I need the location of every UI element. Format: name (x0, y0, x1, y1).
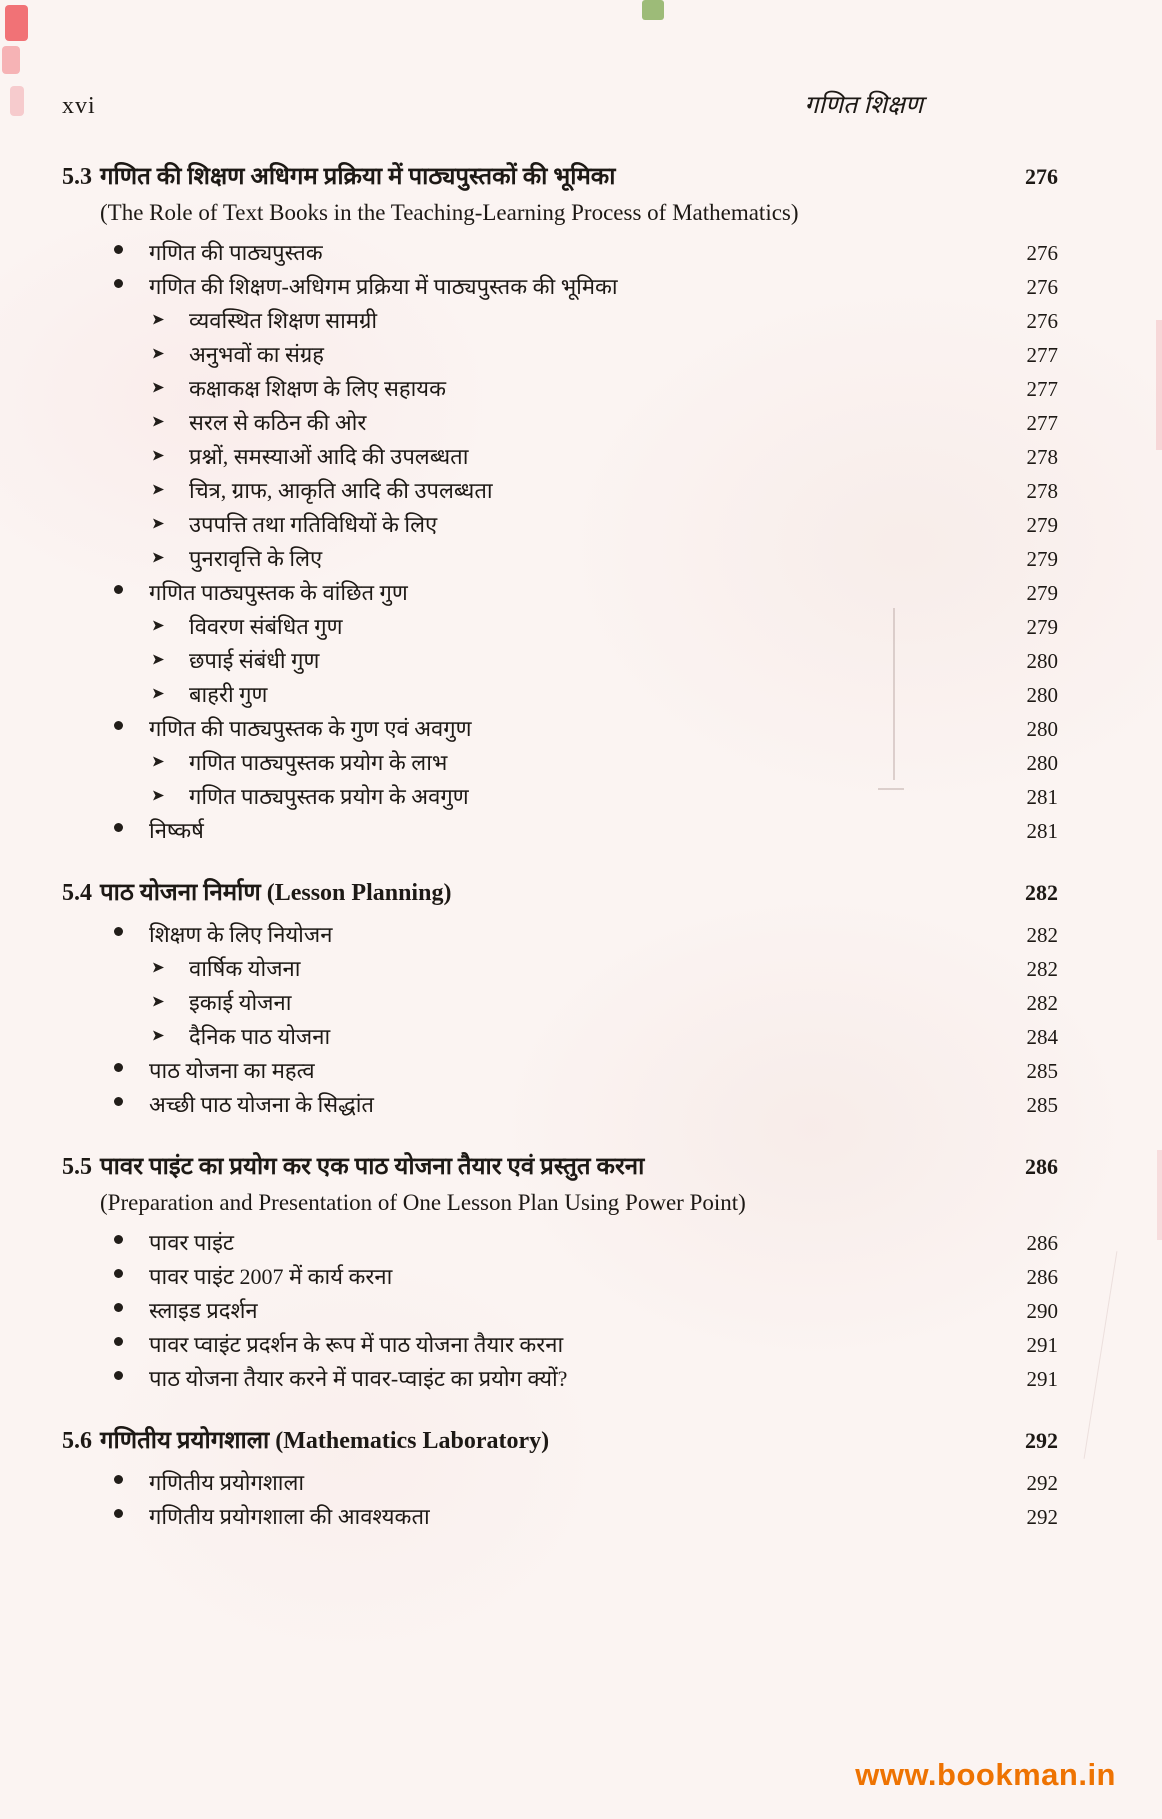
toc-item (62, 1466, 1058, 1500)
bullet-icon (114, 1475, 123, 1484)
item-label: पाठ योजना का महत्व (149, 1058, 315, 1083)
item-page-number: 291 (1026, 1367, 1058, 1391)
item-label: अच्छी पाठ योजना के सिद्धांत (149, 1092, 374, 1117)
item-page-number: 276 (1026, 309, 1058, 333)
toc-item (62, 270, 1058, 304)
item-page-number: 278 (1026, 479, 1058, 503)
bullet-icon (114, 823, 123, 832)
toc-item (62, 304, 1058, 338)
arrow-icon (152, 483, 165, 496)
toc-item (62, 236, 1058, 270)
item-label: अनुभवों का संग्रह (189, 342, 324, 367)
toc-item (62, 918, 1058, 952)
item-label: छपाई संबंधी गुण (189, 648, 320, 673)
item-label: पाठ योजना तैयार करने में पावर-प्वाइंट का प्रयोग क्यों? (149, 1366, 568, 1391)
toc-item (62, 440, 1058, 474)
item-page-number: 277 (1026, 377, 1058, 401)
item-page-number: 279 (1026, 513, 1058, 537)
toc-item (62, 542, 1058, 576)
section-items (62, 918, 1058, 1122)
item-page-number: 279 (1026, 581, 1058, 605)
section-page-number: 286 (1025, 1154, 1058, 1179)
toc-item (62, 1500, 1058, 1534)
toc-item (62, 712, 1058, 746)
item-page-number: 281 (1026, 785, 1058, 809)
item-page-number: 278 (1026, 445, 1058, 469)
item-page-number: 286 (1026, 1265, 1058, 1289)
toc-section (62, 1422, 1058, 1534)
item-label: गणित की पाठ्यपुस्तक (149, 240, 323, 265)
item-label: वार्षिक योजना (189, 956, 301, 981)
toc-item (62, 1088, 1058, 1122)
toc-item (62, 406, 1058, 440)
item-label: पुनरावृत्ति के लिए (189, 546, 323, 571)
section-items (62, 1226, 1058, 1396)
item-page-number: 291 (1026, 1333, 1058, 1357)
section-page-number: 276 (1025, 164, 1058, 189)
toc-item (62, 952, 1058, 986)
arrow-icon (152, 449, 165, 462)
item-page-number: 280 (1026, 751, 1058, 775)
toc-section (62, 874, 1058, 1122)
toc-item (62, 474, 1058, 508)
item-label: गणित पाठ्यपुस्तक के वांछित गुण (149, 580, 408, 605)
toc-item (62, 1054, 1058, 1088)
section-title: पाठ योजना निर्माण (Lesson Planning) (100, 880, 452, 906)
item-label: दैनिक पाठ योजना (189, 1024, 331, 1049)
item-label: स्लाइड प्रदर्शन (149, 1298, 258, 1323)
section-number: 5.3 (62, 164, 92, 190)
item-page-number: 290 (1026, 1299, 1058, 1323)
item-label: पावर पाइंट 2007 में कार्य करना (149, 1264, 393, 1289)
arrow-icon (152, 381, 165, 394)
section-items (62, 236, 1058, 848)
section-number: 5.5 (62, 1154, 92, 1180)
watermark-url: www.bookman.in (855, 1757, 1116, 1792)
section-heading (62, 874, 1058, 912)
arrow-icon (152, 995, 165, 1008)
toc-item (62, 1294, 1058, 1328)
item-label: प्रश्नों, समस्याओं आदि की उपलब्धता (189, 444, 469, 469)
item-page-number: 276 (1026, 241, 1058, 265)
section-page-number: 292 (1025, 1428, 1058, 1453)
arrow-icon (152, 961, 165, 974)
item-label: पावर पाइंट (149, 1230, 235, 1255)
item-label: इकाई योजना (189, 990, 292, 1015)
page-folio: xvi (62, 93, 96, 119)
bullet-icon (114, 245, 123, 254)
toc-section (62, 1148, 1058, 1396)
toc-item (62, 576, 1058, 610)
section-number: 5.4 (62, 880, 92, 906)
toc-item (62, 814, 1058, 848)
item-label: गणित पाठ्यपुस्तक प्रयोग के लाभ (189, 750, 448, 775)
section-page-number: 282 (1025, 880, 1058, 905)
bullet-icon (114, 1063, 123, 1072)
item-label: सरल से कठिन की ओर (189, 410, 367, 435)
item-label: गणित की शिक्षण-अधिगम प्रक्रिया में पाठ्यपुस्तक की भूमिका (149, 274, 618, 299)
toc-item (62, 1020, 1058, 1054)
bullet-icon (114, 1235, 123, 1244)
bullet-icon (114, 1303, 123, 1312)
arrow-icon (152, 551, 165, 564)
toc-item (62, 780, 1058, 814)
section-number: 5.6 (62, 1428, 92, 1454)
item-label: कक्षाकक्ष शिक्षण के लिए सहायक (189, 376, 446, 401)
section-title: गणितीय प्रयोगशाला (Mathematics Laboratory) (100, 1428, 550, 1454)
item-label: गणितीय प्रयोगशाला (149, 1470, 305, 1495)
arrow-icon (152, 755, 165, 768)
item-label: पावर प्वाइंट प्रदर्शन के रूप में पाठ योजना तैयार करना (149, 1332, 564, 1357)
section-subtitle: (The Role of Text Books in the Teaching-Learning Process of Mathematics) (100, 200, 799, 225)
toc-item (62, 338, 1058, 372)
section-heading (62, 158, 1058, 196)
item-label: चित्र, ग्राफ, आकृति आदि की उपलब्धता (189, 478, 493, 503)
toc-item (62, 508, 1058, 542)
arrow-icon (152, 619, 165, 632)
item-label: गणित पाठ्यपुस्तक प्रयोग के अवगुण (189, 784, 469, 809)
bullet-icon (114, 1097, 123, 1106)
item-page-number: 280 (1026, 717, 1058, 741)
toc-item (62, 986, 1058, 1020)
item-page-number: 285 (1026, 1093, 1058, 1117)
item-page-number: 282 (1026, 923, 1058, 947)
table-of-contents (62, 158, 1058, 1534)
running-title: गणित शिक्षण (804, 92, 923, 119)
item-label: निष्कर्ष (149, 818, 204, 843)
item-page-number: 282 (1026, 991, 1058, 1015)
item-page-number: 281 (1026, 819, 1058, 843)
section-subtitle: (Preparation and Presentation of One Lesson Plan Using Power Point) (100, 1190, 746, 1215)
toc-item (62, 610, 1058, 644)
toc-item (62, 644, 1058, 678)
arrow-icon (152, 789, 165, 802)
arrow-icon (152, 313, 165, 326)
section-title: पावर पाइंट का प्रयोग कर एक पाठ योजना तैयार एवं प्रस्तुत करना (100, 1154, 645, 1180)
toc-item (62, 1226, 1058, 1260)
item-page-number: 280 (1026, 683, 1058, 707)
item-label: गणितीय प्रयोगशाला की आवश्यकता (149, 1504, 430, 1529)
item-page-number: 292 (1026, 1505, 1058, 1529)
item-page-number: 284 (1026, 1025, 1058, 1049)
item-page-number: 282 (1026, 957, 1058, 981)
page-header (62, 88, 1058, 124)
item-label: गणित की पाठ्यपुस्तक के गुण एवं अवगुण (149, 716, 472, 741)
bullet-icon (114, 585, 123, 594)
section-heading (62, 1422, 1058, 1460)
toc-item (62, 1328, 1058, 1362)
arrow-icon (152, 687, 165, 700)
item-page-number: 277 (1026, 343, 1058, 367)
item-page-number: 285 (1026, 1059, 1058, 1083)
item-page-number: 279 (1026, 615, 1058, 639)
item-label: उपपत्ति तथा गतिविधियों के लिए (189, 512, 438, 537)
item-page-number: 277 (1026, 411, 1058, 435)
toc-section (62, 158, 1058, 848)
bullet-icon (114, 1337, 123, 1346)
item-label: शिक्षण के लिए नियोजन (149, 922, 333, 947)
item-page-number: 280 (1026, 649, 1058, 673)
item-page-number: 276 (1026, 275, 1058, 299)
item-label: बाहरी गुण (189, 682, 268, 707)
bullet-icon (114, 1269, 123, 1278)
toc-item (62, 678, 1058, 712)
toc-item (62, 372, 1058, 406)
item-page-number: 292 (1026, 1471, 1058, 1495)
section-title: गणित की शिक्षण अधिगम प्रक्रिया में पाठ्यपुस्तकों की भूमिका (100, 164, 616, 190)
item-page-number: 279 (1026, 547, 1058, 571)
arrow-icon (152, 517, 165, 530)
bullet-icon (114, 279, 123, 288)
arrow-icon (152, 415, 165, 428)
toc-item (62, 746, 1058, 780)
item-page-number: 286 (1026, 1231, 1058, 1255)
arrow-icon (152, 347, 165, 360)
bullet-icon (114, 1509, 123, 1518)
bullet-icon (114, 721, 123, 730)
section-heading (62, 1148, 1058, 1186)
arrow-icon (152, 653, 165, 666)
toc-item (62, 1362, 1058, 1396)
item-label: विवरण संबंधित गुण (189, 614, 343, 639)
toc-item (62, 1260, 1058, 1294)
arrow-icon (152, 1029, 165, 1042)
bullet-icon (114, 927, 123, 936)
item-label: व्यवस्थित शिक्षण सामग्री (189, 308, 378, 333)
section-items (62, 1466, 1058, 1534)
bullet-icon (114, 1371, 123, 1380)
